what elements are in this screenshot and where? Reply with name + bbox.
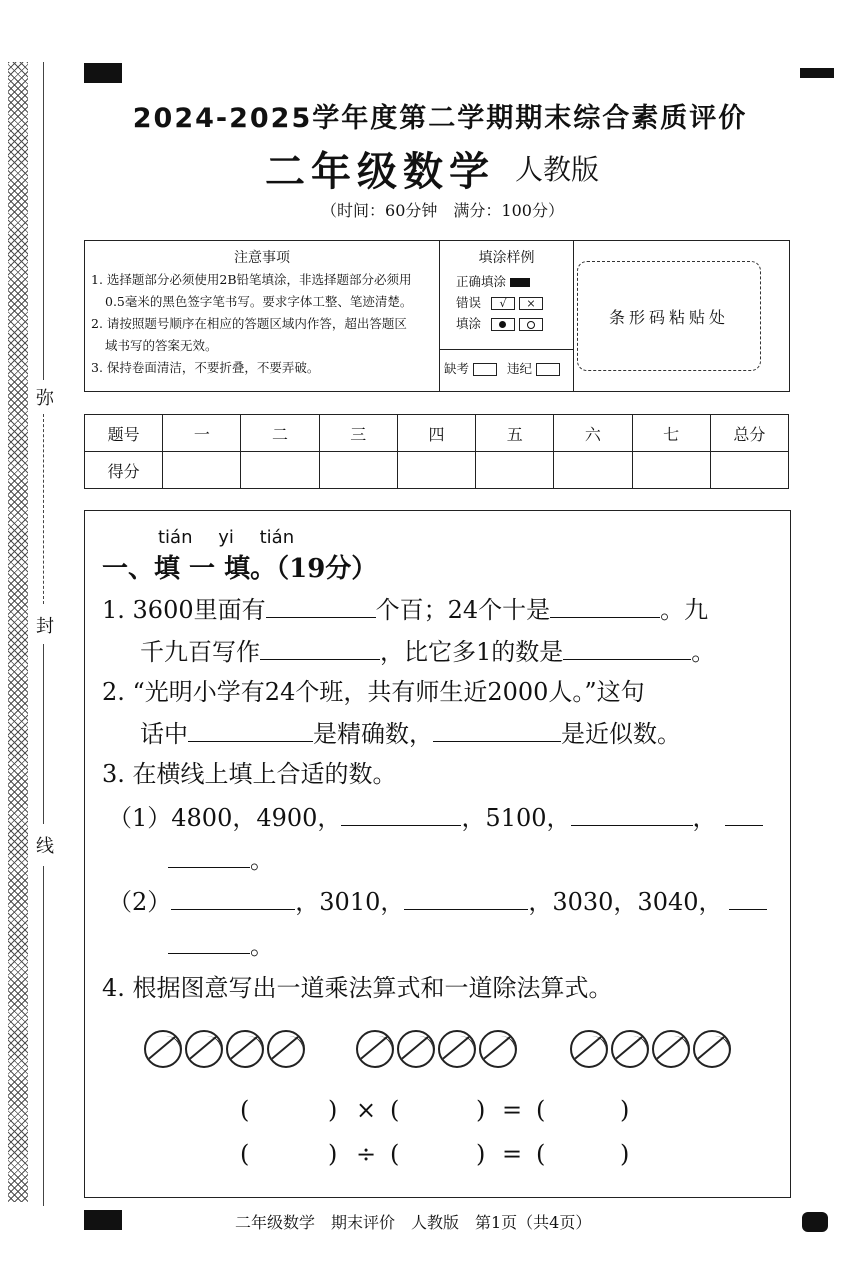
answer-blank[interactable] — [404, 883, 528, 910]
correct-fill-label: 正确填涂 — [456, 274, 507, 289]
question-3-2-cont: 。 — [168, 924, 274, 968]
registration-mark — [802, 1212, 828, 1232]
time-info: （时间：60分钟 满分：100分） — [321, 201, 564, 220]
ball-group-2 — [356, 1030, 520, 1072]
score-table — [84, 414, 789, 489]
seal-line — [43, 866, 44, 1206]
table-cell: 三 — [319, 415, 397, 452]
table-cell: 六 — [554, 415, 632, 452]
registration-mark — [84, 1210, 122, 1230]
ball-icon — [652, 1030, 690, 1068]
seal-char-xian: 线 — [36, 836, 54, 857]
exam-subject: 二年级数学 — [265, 149, 495, 195]
seal-line — [43, 414, 45, 604]
ball-icon — [611, 1030, 649, 1068]
violation-label: 违纪 — [506, 361, 532, 376]
score-input-cell[interactable] — [710, 452, 788, 489]
table-cell: 一 — [163, 415, 241, 452]
ball-icon — [356, 1030, 394, 1068]
score-input-cell[interactable] — [163, 452, 241, 489]
notice-panel — [84, 240, 790, 392]
ball-icon — [570, 1030, 608, 1068]
answer-blank[interactable] — [725, 799, 763, 826]
ball-icon — [397, 1030, 435, 1068]
section1-heading: 一、填 一 填。（19分） — [102, 554, 378, 584]
answer-blank[interactable] — [171, 883, 295, 910]
pinyin: tián — [158, 527, 193, 548]
question-4: 4. 根据图意写出一道乘法算式和一道除法算式。 — [102, 974, 613, 1002]
table-cell: 五 — [476, 415, 554, 452]
table-row — [85, 452, 789, 489]
ball-icon — [144, 1030, 182, 1068]
question-1: 1. 3600里面有 个百；24个十是 。九 — [102, 588, 708, 632]
table-cell: 四 — [397, 415, 475, 452]
circle-box-icon — [519, 318, 543, 331]
wrong-fill-label-2: 填涂 — [456, 316, 482, 331]
pinyin: yi — [218, 527, 234, 548]
check-box-icon: √ — [491, 297, 515, 310]
question-3-1-cont: 。 — [168, 838, 274, 882]
seal-char-feng: 封 — [36, 616, 54, 637]
answer-blank[interactable] — [563, 633, 691, 660]
pinyin-line — [158, 527, 294, 548]
table-cell: 得分 — [85, 452, 163, 489]
answer-blank[interactable] — [729, 883, 767, 910]
wrong-fill-label: 错误 — [456, 295, 482, 310]
notice-section — [85, 241, 440, 391]
score-input-cell[interactable] — [476, 452, 554, 489]
table-cell: 总分 — [710, 415, 788, 452]
ball-icon — [693, 1030, 731, 1068]
barcode-area: 条形码粘贴处 — [577, 261, 761, 371]
notice-line: 1. 选择题部分必须使用2B铅笔填涂，非选择题部分必须用 — [91, 272, 412, 287]
binding-hatch — [8, 62, 28, 1202]
exam-edition: 人教版 — [515, 153, 600, 186]
table-cell: 七 — [632, 415, 710, 452]
seal-char-mi: 弥 — [36, 388, 54, 409]
answer-blank[interactable] — [168, 841, 250, 868]
question-3: 3. 在横线上填上合适的数。 — [102, 760, 397, 788]
question-3-2: （2） ，3010， ，3030，3040， — [108, 880, 767, 924]
notice-line: 域书写的答案无效。 — [105, 338, 218, 353]
answer-blank[interactable] — [433, 715, 561, 742]
answer-blank[interactable] — [188, 715, 313, 742]
ball-icon — [438, 1030, 476, 1068]
ball-group-1 — [144, 1030, 308, 1072]
registration-mark — [84, 63, 122, 83]
score-input-cell[interactable] — [241, 452, 319, 489]
registration-mark — [800, 68, 834, 78]
ball-icon — [226, 1030, 264, 1068]
table-row — [85, 415, 789, 452]
ball-group-3 — [570, 1030, 734, 1072]
answer-blank[interactable] — [550, 591, 660, 618]
question-3-1: （1）4800，4900， ，5100， ， — [108, 796, 763, 840]
answer-blank[interactable] — [266, 591, 376, 618]
absent-label: 缺考 — [444, 361, 470, 376]
notice-line: 3. 保持卷面清洁，不要折叠，不要弄破。 — [91, 360, 320, 375]
notice-line: 0.5毫米的黑色签字笔书写。要求字体工整、笔迹清楚。 — [105, 294, 413, 309]
question-2-cont: 话中 是精确数， 是近似数。 — [140, 712, 681, 756]
page-footer: 二年级数学 期末评价 人教版 第1页（共4页） — [235, 1213, 592, 1232]
fill-sample-section — [440, 241, 574, 391]
pinyin: tián — [259, 527, 295, 548]
ball-icon — [185, 1030, 223, 1068]
answer-blank[interactable] — [571, 799, 693, 826]
ball-icon — [267, 1030, 305, 1068]
score-input-cell[interactable] — [554, 452, 632, 489]
score-input-cell[interactable] — [319, 452, 397, 489]
fill-sample-title: 填涂样例 — [478, 250, 535, 266]
ball-icon — [479, 1030, 517, 1068]
violation-checkbox[interactable] — [536, 363, 560, 376]
exam-title: 2024-2025学年度第二学期期末综合素质评价 — [132, 103, 748, 134]
score-input-cell[interactable] — [632, 452, 710, 489]
filled-box-icon — [510, 278, 530, 287]
dot-box-icon — [491, 318, 515, 331]
score-input-cell[interactable] — [397, 452, 475, 489]
seal-line — [43, 644, 44, 824]
table-cell: 二 — [241, 415, 319, 452]
question-2: 2. “光明小学有24个班，共有师生近2000人。”这句 — [102, 678, 645, 706]
answer-blank[interactable] — [341, 799, 461, 826]
answer-blank[interactable] — [260, 633, 380, 660]
answer-blank[interactable] — [168, 927, 250, 954]
table-cell: 题号 — [85, 415, 163, 452]
notice-title: 注意事项 — [234, 250, 290, 266]
cross-box-icon: × — [519, 297, 543, 310]
notice-line: 2. 请按照题号顺序在相应的答题区域内作答，超出答题区 — [91, 316, 407, 331]
question-1-cont: 千九百写作 ，比它多1的数是 。 — [140, 630, 715, 674]
absent-checkbox[interactable] — [473, 363, 497, 376]
